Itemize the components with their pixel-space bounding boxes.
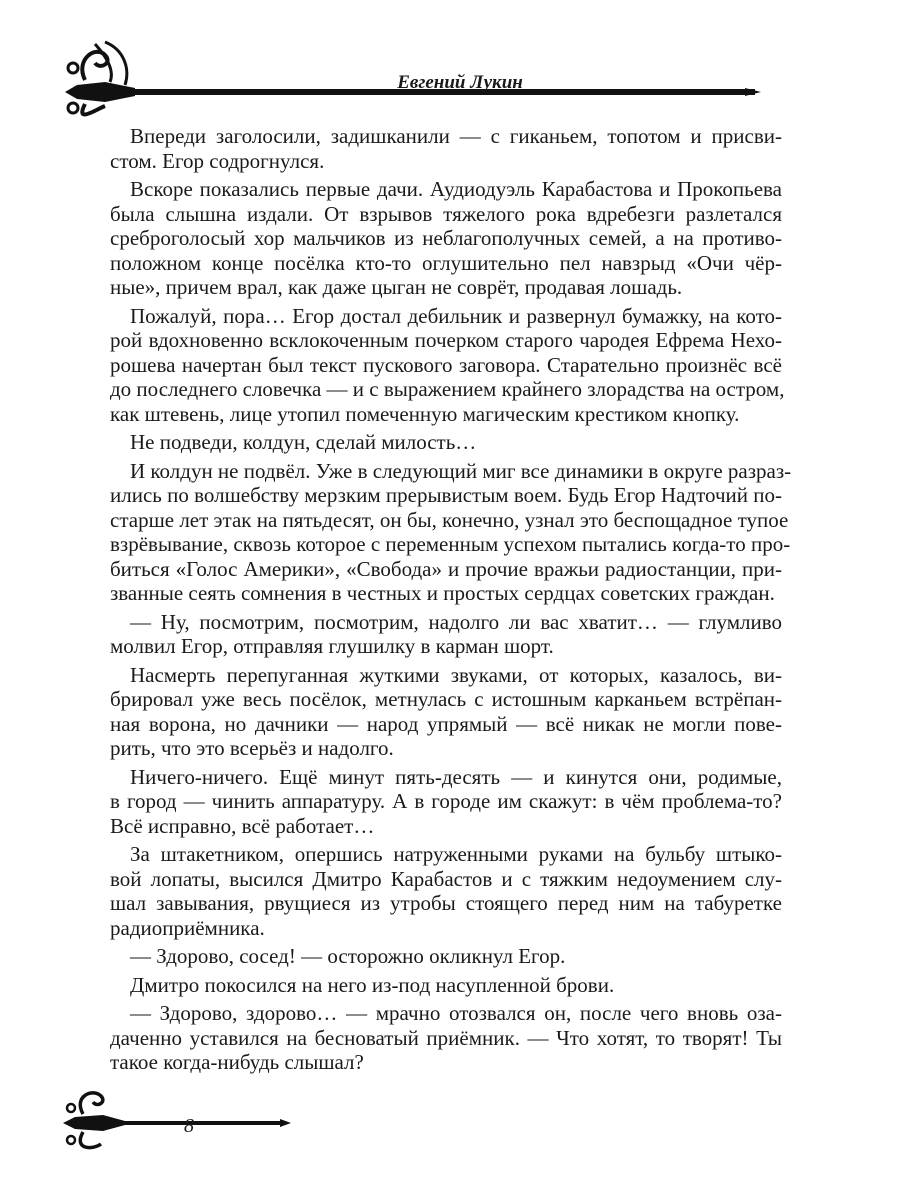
body-text [110,124,792,1075]
text-line: рошева начертан был текст пускового заговора. Старательно произнёс всё [110,352,782,377]
text-line: рой вдохновенно всклокоченным почерком старого чародея Ефрема Нехо- [110,328,782,352]
text-line: За штакетником, опершись натруженными руками на бульбу штыко- [130,842,782,866]
paragraph [110,1001,782,1075]
text-line: среброголосый хор мальчиков из неблагополучных семей, а на противо- [110,226,782,250]
text-line: Насмерть перепуганная жуткими звуками, от которых, казалось, ви- [130,662,782,687]
text-line: молвил Егор, отправляя глушилку в карман шорт. [110,634,554,658]
text-line: — Ну, посмотрим, посмотрим, надолго ли вас хватит… — глумливо [130,609,782,634]
paragraph [110,765,782,839]
text-line: Вскоре показались первые дачи. Аудиодуэль Карабастова и Прокопьева [130,177,782,201]
text-line: положном конце посёлка кто-то оглушительно пел навзрыд «Очи чёр- [110,250,782,275]
running-header-author: Евгений Лукин [397,72,523,93]
page-number: 8 [184,1115,194,1137]
paragraph [110,124,782,173]
text-line: И колдун не подвёл. Уже в следующий миг все динамики в округе разраз- [130,458,792,483]
text-line: Впереди заголосили, задишканили — с гиканьем, топотом и присви- [130,124,782,148]
paragraph [110,610,782,659]
text-line: Не подведи, колдун, сделай милость… [130,430,477,454]
text-line: ились по волшебству мерзким прерывистым воем. Будь Егор Надточий по- [110,483,782,507]
text-line: как штевень, лице утопил помеченную магическим крестиком кнопку. [110,401,740,426]
text-line: биться «Голос Америки», «Свобода» и прочие вражьи радиостанции, при- [110,556,782,581]
text-line: ные», причем врал, как даже цыган не соврёт, продавая лошадь. [110,275,683,299]
text-line: в город — чинить аппаратуру. А в городе им скажут: в чём проблема-то? [110,789,782,813]
text-line: Дмитро покосился на него из-под насупленной брови. [130,972,615,997]
text-line: Всё исправно, всё работает… [110,813,375,838]
paragraph [110,944,782,969]
text-line: рить, что это всерьёз и надолго. [110,736,394,760]
text-line: вой лопаты, высился Дмитро Карабастов и с тяжким недоумением слу- [110,866,782,891]
text-line: Ничего-ничего. Ещё минут пять-десять — и кинутся они, родимые, [130,764,782,789]
text-line: званные сеять сомнения в честных и простых сердцах советских граждан. [110,581,775,605]
text-line: стом. Егор содрогнулся. [110,148,325,173]
text-line: даченно уставился на бесноватый приёмник. — Что хотят, то творят! Ты [110,1025,782,1050]
paragraph [110,973,782,998]
text-line: до последнего словечка — и с выражением крайнего злорадства на остром, [110,377,785,401]
paragraph [110,663,782,761]
paragraph [110,458,792,606]
text-line: старше лет этак на пятьдесят, он бы, конечно, узнал это беспощадное тупое [110,507,789,532]
text-line: взрёвывание, сквозь которое с переменным успехом пытались когда-то про- [110,532,791,556]
paragraph [110,177,782,300]
text-line: брировал уже весь посёлок, метнулась с истошным карканьем встрёпан- [110,687,782,711]
paragraph [110,303,785,427]
paragraph [110,430,782,455]
text-line: — Здорово, здорово… — мрачно отозвался он, после чего вновь оза- [130,1001,782,1025]
text-line: шал завывания, рвущиеся из утробы стоящего перед ним на табуретке [110,891,782,915]
text-line: ная ворона, но дачники — народ упрямый — всё никак не могли пове- [110,711,782,736]
paragraph [110,842,782,940]
text-line: — Здорово, сосед! — осторожно окликнул Егор. [130,944,566,968]
text-line: такое когда-нибудь слышал? [110,1050,364,1074]
text-line: была слышна издали. От взрывов тяжелого рока вдребезги разлетался [110,201,782,226]
text-line: Пожалуй, пора… Егор достал дебильник и развернул бумажку, на кото- [130,303,782,328]
text-line: радиоприёмника. [110,915,265,940]
footer-ornament [55,1086,295,1156]
